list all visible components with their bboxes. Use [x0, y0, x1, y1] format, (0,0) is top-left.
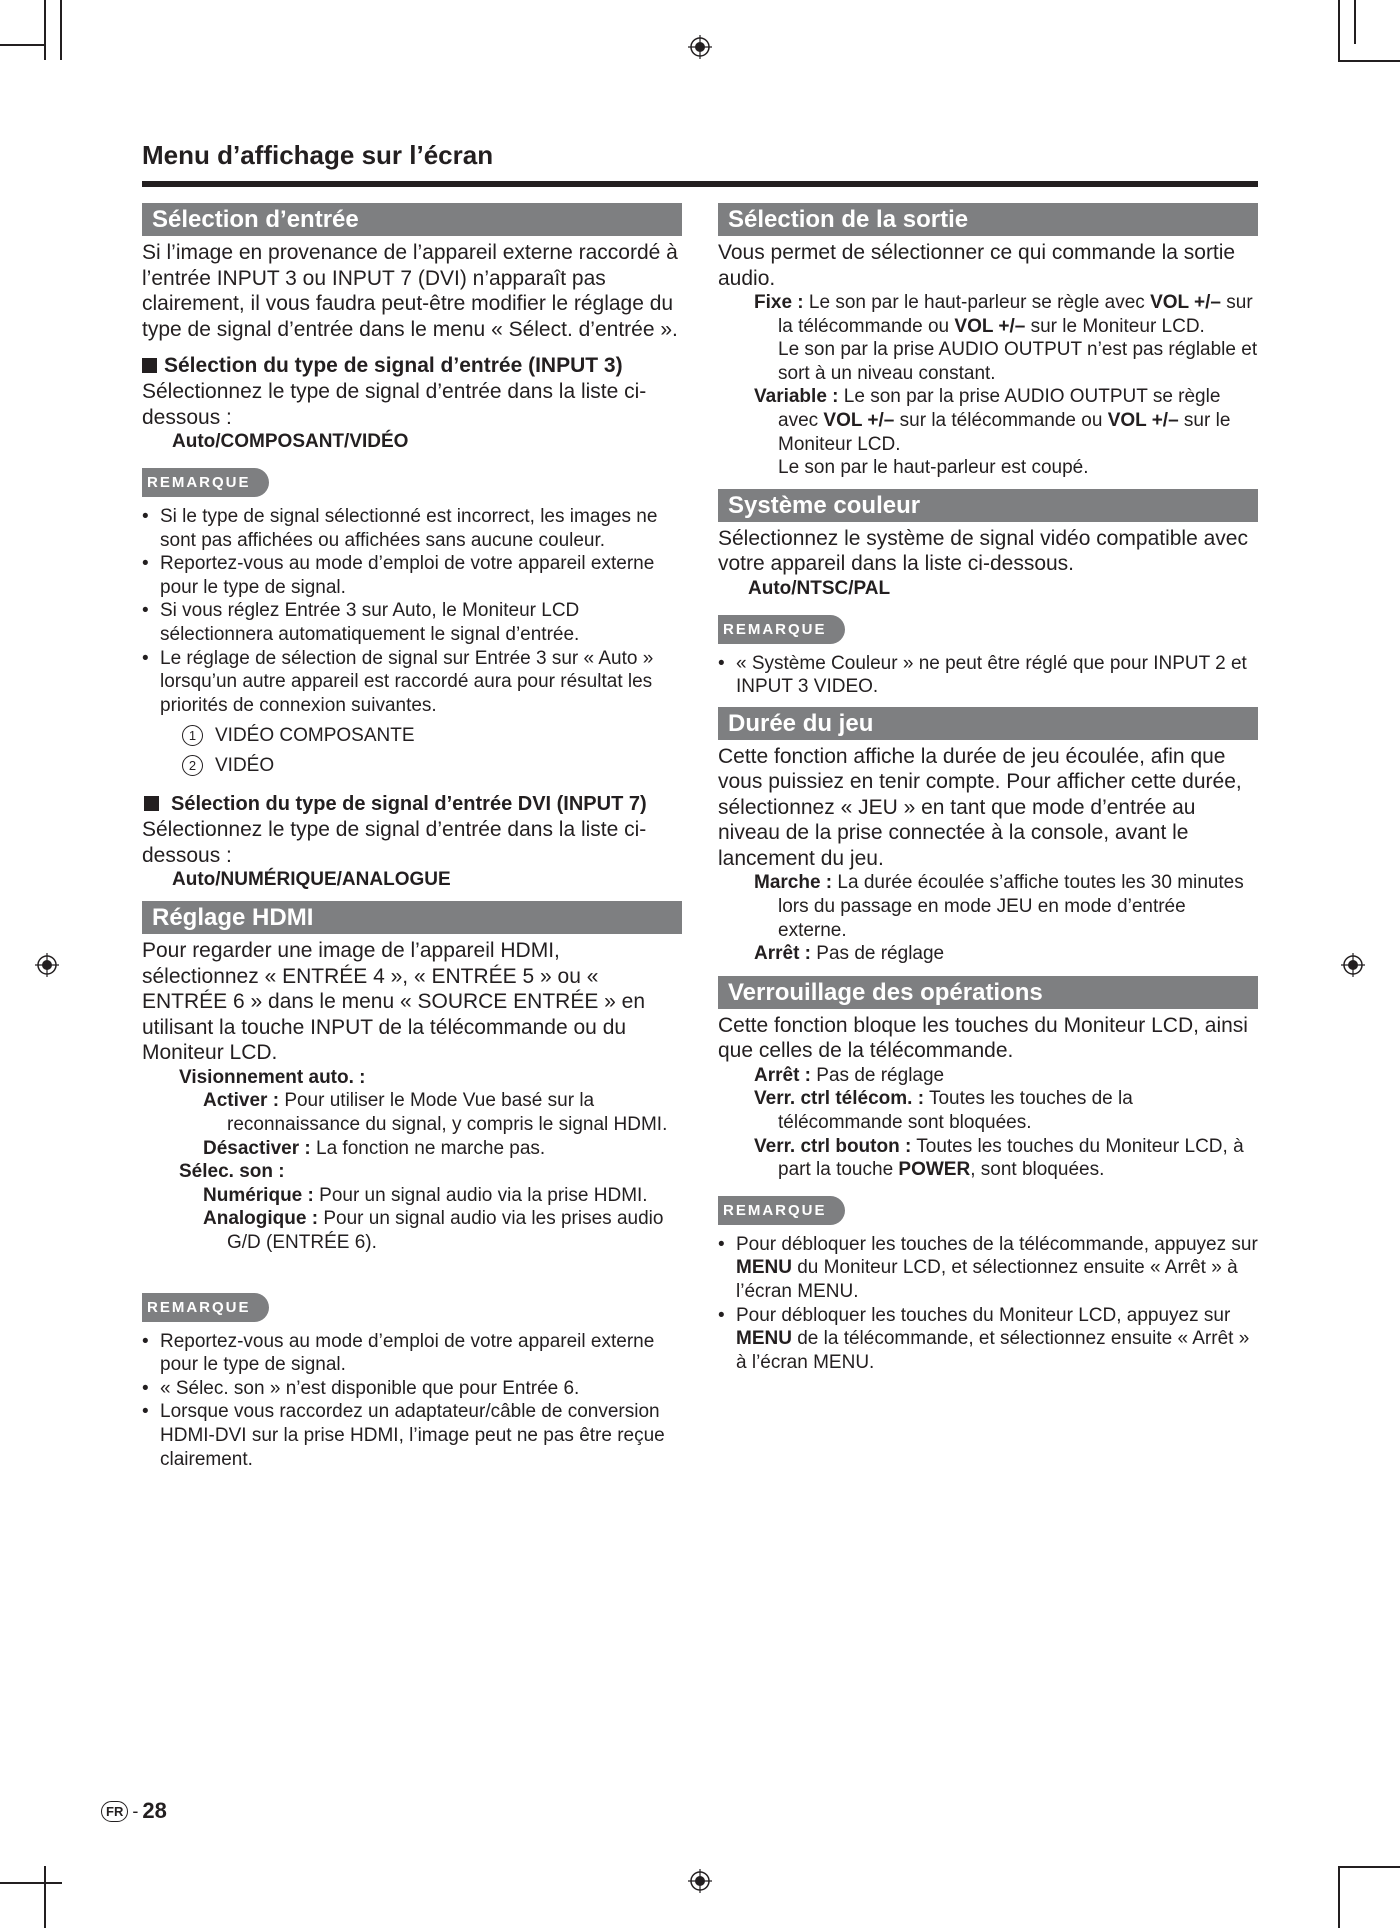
remark-badge: REMARQUE — [718, 615, 845, 644]
note-item: • Lorsque vous raccordez un adaptateur/câble de conversion HDMI-DVI sur la prise HDMI, l’image peut ne pas être reçue clairement. — [142, 1400, 682, 1471]
crop-mark — [60, 0, 62, 60]
vol-label: VOL +/– — [1107, 409, 1179, 431]
circled-number-1: 1 — [182, 725, 203, 746]
menu-label: MENU — [736, 1328, 792, 1350]
input-selection-notes — [142, 505, 682, 717]
input7-options: Auto/NUMÉRIQUE/ANALOGUE — [172, 869, 451, 891]
crop-mark — [0, 1882, 62, 1884]
text-activate: Pour utiliser le Mode Vue basé sur la reconnaissance du signal, y compris le signal HDMI. — [227, 1090, 668, 1136]
term-variable: Variable : — [754, 386, 839, 408]
text-off: Pas de réglage — [816, 1064, 945, 1086]
def-lock-off — [718, 1064, 1258, 1088]
def-game-off — [718, 942, 1258, 966]
subsection-input3 — [142, 353, 682, 379]
priority-label: VIDÉO COMPOSANTE — [215, 725, 415, 747]
section-heading-game-time: Durée du jeu — [718, 707, 1258, 740]
def-variable — [718, 385, 1258, 479]
term-activate: Activer : — [203, 1090, 280, 1112]
color-system-intro: Sélectionnez le système de signal vidéo compatible avec votre appareil dans la liste ci-dessous. — [718, 526, 1248, 576]
section-heading-output: Sélection de la sortie — [718, 203, 1258, 236]
remark-badge: REMARQUE — [142, 1293, 269, 1322]
registration-mark-icon — [688, 1869, 712, 1893]
text-fixed: Le son par le haut-parleur se règle avec — [808, 292, 1145, 313]
term-on: Marche : — [754, 872, 833, 894]
crop-mark — [44, 0, 46, 60]
crop-mark — [44, 1866, 46, 1928]
def-fixed — [718, 291, 1258, 385]
page-footer — [101, 1798, 167, 1824]
def-analog — [142, 1207, 682, 1254]
note-text: de la télécommande, et sélectionnez ensuite « Arrêt » à l’écran MENU. — [736, 1328, 1250, 1373]
text-variable: sur la télécommande ou — [899, 409, 1103, 431]
def-lock-remote — [718, 1087, 1258, 1134]
def-game-on — [718, 871, 1258, 942]
page-title: Menu d’affichage sur l’écran — [142, 140, 494, 170]
note-item: • « Sélec. son » n’est disponible que pour Entrée 6. — [142, 1377, 682, 1401]
text-fixed: sur la télécommande ou — [778, 292, 1253, 337]
text-deactivate: La fonction ne marche pas. — [316, 1137, 546, 1159]
section-heading-lock: Verrouillage des opérations — [718, 976, 1258, 1009]
subsection-input3-title: Sélection du type de signal d’entrée (INPUT 3) — [164, 354, 623, 377]
hdmi-intro: Pour regarder une image de l’appareil HDMI, sélectionnez « ENTRÉE 4 », « ENTRÉE 5 » ou « ENTRÉE 6 » dans le menu « SOURCE ENTRÉE » en utilisant la touche INPUT de la télécommande ou du Moniteur LCD. — [142, 939, 646, 1065]
input3-options: Auto/COMPOSANT/VIDÉO — [172, 431, 409, 452]
vol-label: VOL +/– — [1150, 292, 1221, 313]
text-variable: Le son par le haut-parleur est coupé. — [778, 457, 1089, 479]
input7-text: Sélectionnez le type de signal d’entrée dans la liste ci-dessous : — [142, 818, 647, 867]
note-item: • Si le type de signal sélectionné est incorrect, les images ne sont pas affichées ou affichées sans aucune couleur. — [142, 505, 682, 552]
left-column — [142, 203, 682, 1471]
term-analog: Analogique : — [203, 1208, 319, 1230]
footer-separator: - — [132, 1800, 139, 1821]
crop-mark — [1338, 0, 1340, 60]
crop-mark — [0, 44, 44, 46]
vol-label: VOL +/– — [954, 315, 1026, 337]
term-off: Arrêt : — [754, 943, 812, 965]
note-item: • « Système Couleur » ne peut être réglé que pour INPUT 2 et INPUT 3 VIDEO. — [718, 652, 1258, 699]
note-text: Pour débloquer les touches de la télécommande, appuyez sur — [736, 1233, 1258, 1255]
page-number: 28 — [142, 1798, 167, 1823]
text-button-lock: , sont bloquées. — [970, 1159, 1105, 1181]
color-system-notes — [718, 652, 1258, 699]
term-off: Arrêt : — [754, 1064, 812, 1086]
crop-mark — [1338, 1866, 1400, 1868]
registration-mark-icon — [35, 953, 59, 977]
def-digital — [142, 1184, 682, 1208]
text-remote-lock: Toutes les touches de la télécommande sont bloquées. — [778, 1088, 1133, 1133]
def-activate — [142, 1089, 682, 1136]
note-text: Pour débloquer les touches du Moniteur LCD, appuyez sur — [736, 1304, 1231, 1326]
title-rule — [142, 181, 1258, 187]
power-label: POWER — [898, 1159, 971, 1181]
section-heading-color-system: Système couleur — [718, 489, 1258, 522]
section-heading-input-selection: Sélection d’entrée — [142, 203, 682, 236]
text-fixed: sur le Moniteur LCD. — [1030, 315, 1205, 337]
registration-mark-icon — [1341, 953, 1365, 977]
text-variable: Le son par la prise AUDIO OUTPUT se règle avec — [778, 386, 1221, 431]
term-button-lock: Verr. ctrl bouton : — [754, 1135, 912, 1157]
text-button-lock: Toutes les touches du Moniteur LCD, à part la touche — [778, 1135, 1244, 1181]
color-system-options: Auto/NTSC/PAL — [748, 577, 891, 599]
text-analog: Pour un signal audio via les prises audio G/D (ENTRÉE 6). — [227, 1208, 664, 1253]
vol-label: VOL +/– — [823, 409, 895, 431]
hdmi-notes — [142, 1330, 682, 1472]
crop-mark — [1338, 1866, 1340, 1928]
term-remote-lock: Verr. ctrl télécom. : — [754, 1088, 925, 1110]
def-deactivate — [142, 1137, 682, 1161]
text-variable: sur le Moniteur LCD. — [778, 409, 1231, 455]
note-item: • Reportez-vous au mode d’emploi de votre appareil externe pour le type de signal. — [142, 552, 682, 599]
note-text: du Moniteur LCD, et sélectionnez ensuite « Arrêt » à l’écran MENU. — [736, 1257, 1238, 1302]
term-fixed: Fixe : — [754, 292, 804, 313]
note-item: • Le réglage de sélection de signal sur Entrée 3 sur « Auto » lorsqu’un autre appareil est raccordé aura pour résultat les priorités de connexion suivantes. — [142, 647, 682, 718]
registration-mark-icon — [688, 35, 712, 59]
menu-label: MENU — [736, 1257, 792, 1279]
output-intro: Vous permet de sélectionner ce qui commande la sortie audio. — [718, 241, 1236, 290]
game-time-intro: Cette fonction affiche la durée de jeu écoulée, afin que vous puissiez en tenir compte. Pour afficher cette durée, sélectionnez « JEU » en tant que mode d’entrée au niveau de la prise connectée à la console, avant le lancement du jeu. — [718, 744, 1242, 870]
lock-intro: Cette fonction bloque les touches du Moniteur LCD, ainsi que celles de la télécommande. — [718, 1013, 1248, 1063]
text-digital: Pour un signal audio via la prise HDMI. — [319, 1184, 648, 1206]
square-bullet-icon — [142, 358, 157, 373]
note-item — [718, 1233, 1258, 1304]
auto-view-label: Visionnement auto. : — [179, 1066, 366, 1088]
input3-text: Sélectionnez le type de signal d’entrée dans la liste ci-dessous : — [142, 380, 647, 429]
subsection-input7-title: Sélection du type de signal d’entrée DVI (INPUT 7) — [171, 793, 647, 816]
text-off: Pas de réglage — [816, 943, 945, 965]
note-item: • Si vous réglez Entrée 3 sur Auto, le Moniteur LCD sélectionnera automatiquement le signal d’entrée. — [142, 599, 682, 646]
note-item — [718, 1304, 1258, 1375]
remark-badge: REMARQUE — [718, 1196, 845, 1225]
circled-number-2: 2 — [182, 755, 203, 776]
section-heading-hdmi: Réglage HDMI — [142, 901, 682, 934]
crop-mark — [1338, 60, 1400, 62]
language-badge: FR — [101, 1801, 128, 1822]
crop-mark — [1354, 0, 1356, 44]
square-bullet-icon — [144, 796, 159, 811]
priority-item — [142, 721, 682, 751]
text-fixed: Le son par la prise AUDIO OUTPUT n’est pas réglable et sort à un niveau constant. — [778, 339, 1258, 384]
input-selection-intro: Si l’image en provenance de l’appareil externe raccordé à l’entrée INPUT 3 ou INPUT 7 (DVI) n’apparaît pas clairement, il vous faudra peut-être modifier le réglage du type de signal d’entrée dans le menu « Sélect. d’entrée ». — [142, 241, 678, 341]
right-column — [718, 203, 1258, 1374]
term-deactivate: Désactiver : — [203, 1137, 311, 1159]
term-digital: Numérique : — [203, 1184, 314, 1206]
priority-label: VIDÉO — [215, 755, 275, 777]
note-item: • Reportez-vous au mode d’emploi de votre appareil externe pour le type de signal. — [142, 1330, 682, 1377]
remark-badge: REMARQUE — [142, 468, 269, 497]
text-on: La durée écoulée s’affiche toutes les 30 minutes lors du passage en mode JEU en mode d’entrée externe. — [778, 872, 1244, 941]
subsection-input7 — [142, 791, 682, 817]
def-lock-button — [718, 1135, 1258, 1182]
priority-item — [142, 751, 682, 781]
lock-notes — [718, 1233, 1258, 1375]
sound-select-label: Sélec. son : — [179, 1161, 285, 1183]
